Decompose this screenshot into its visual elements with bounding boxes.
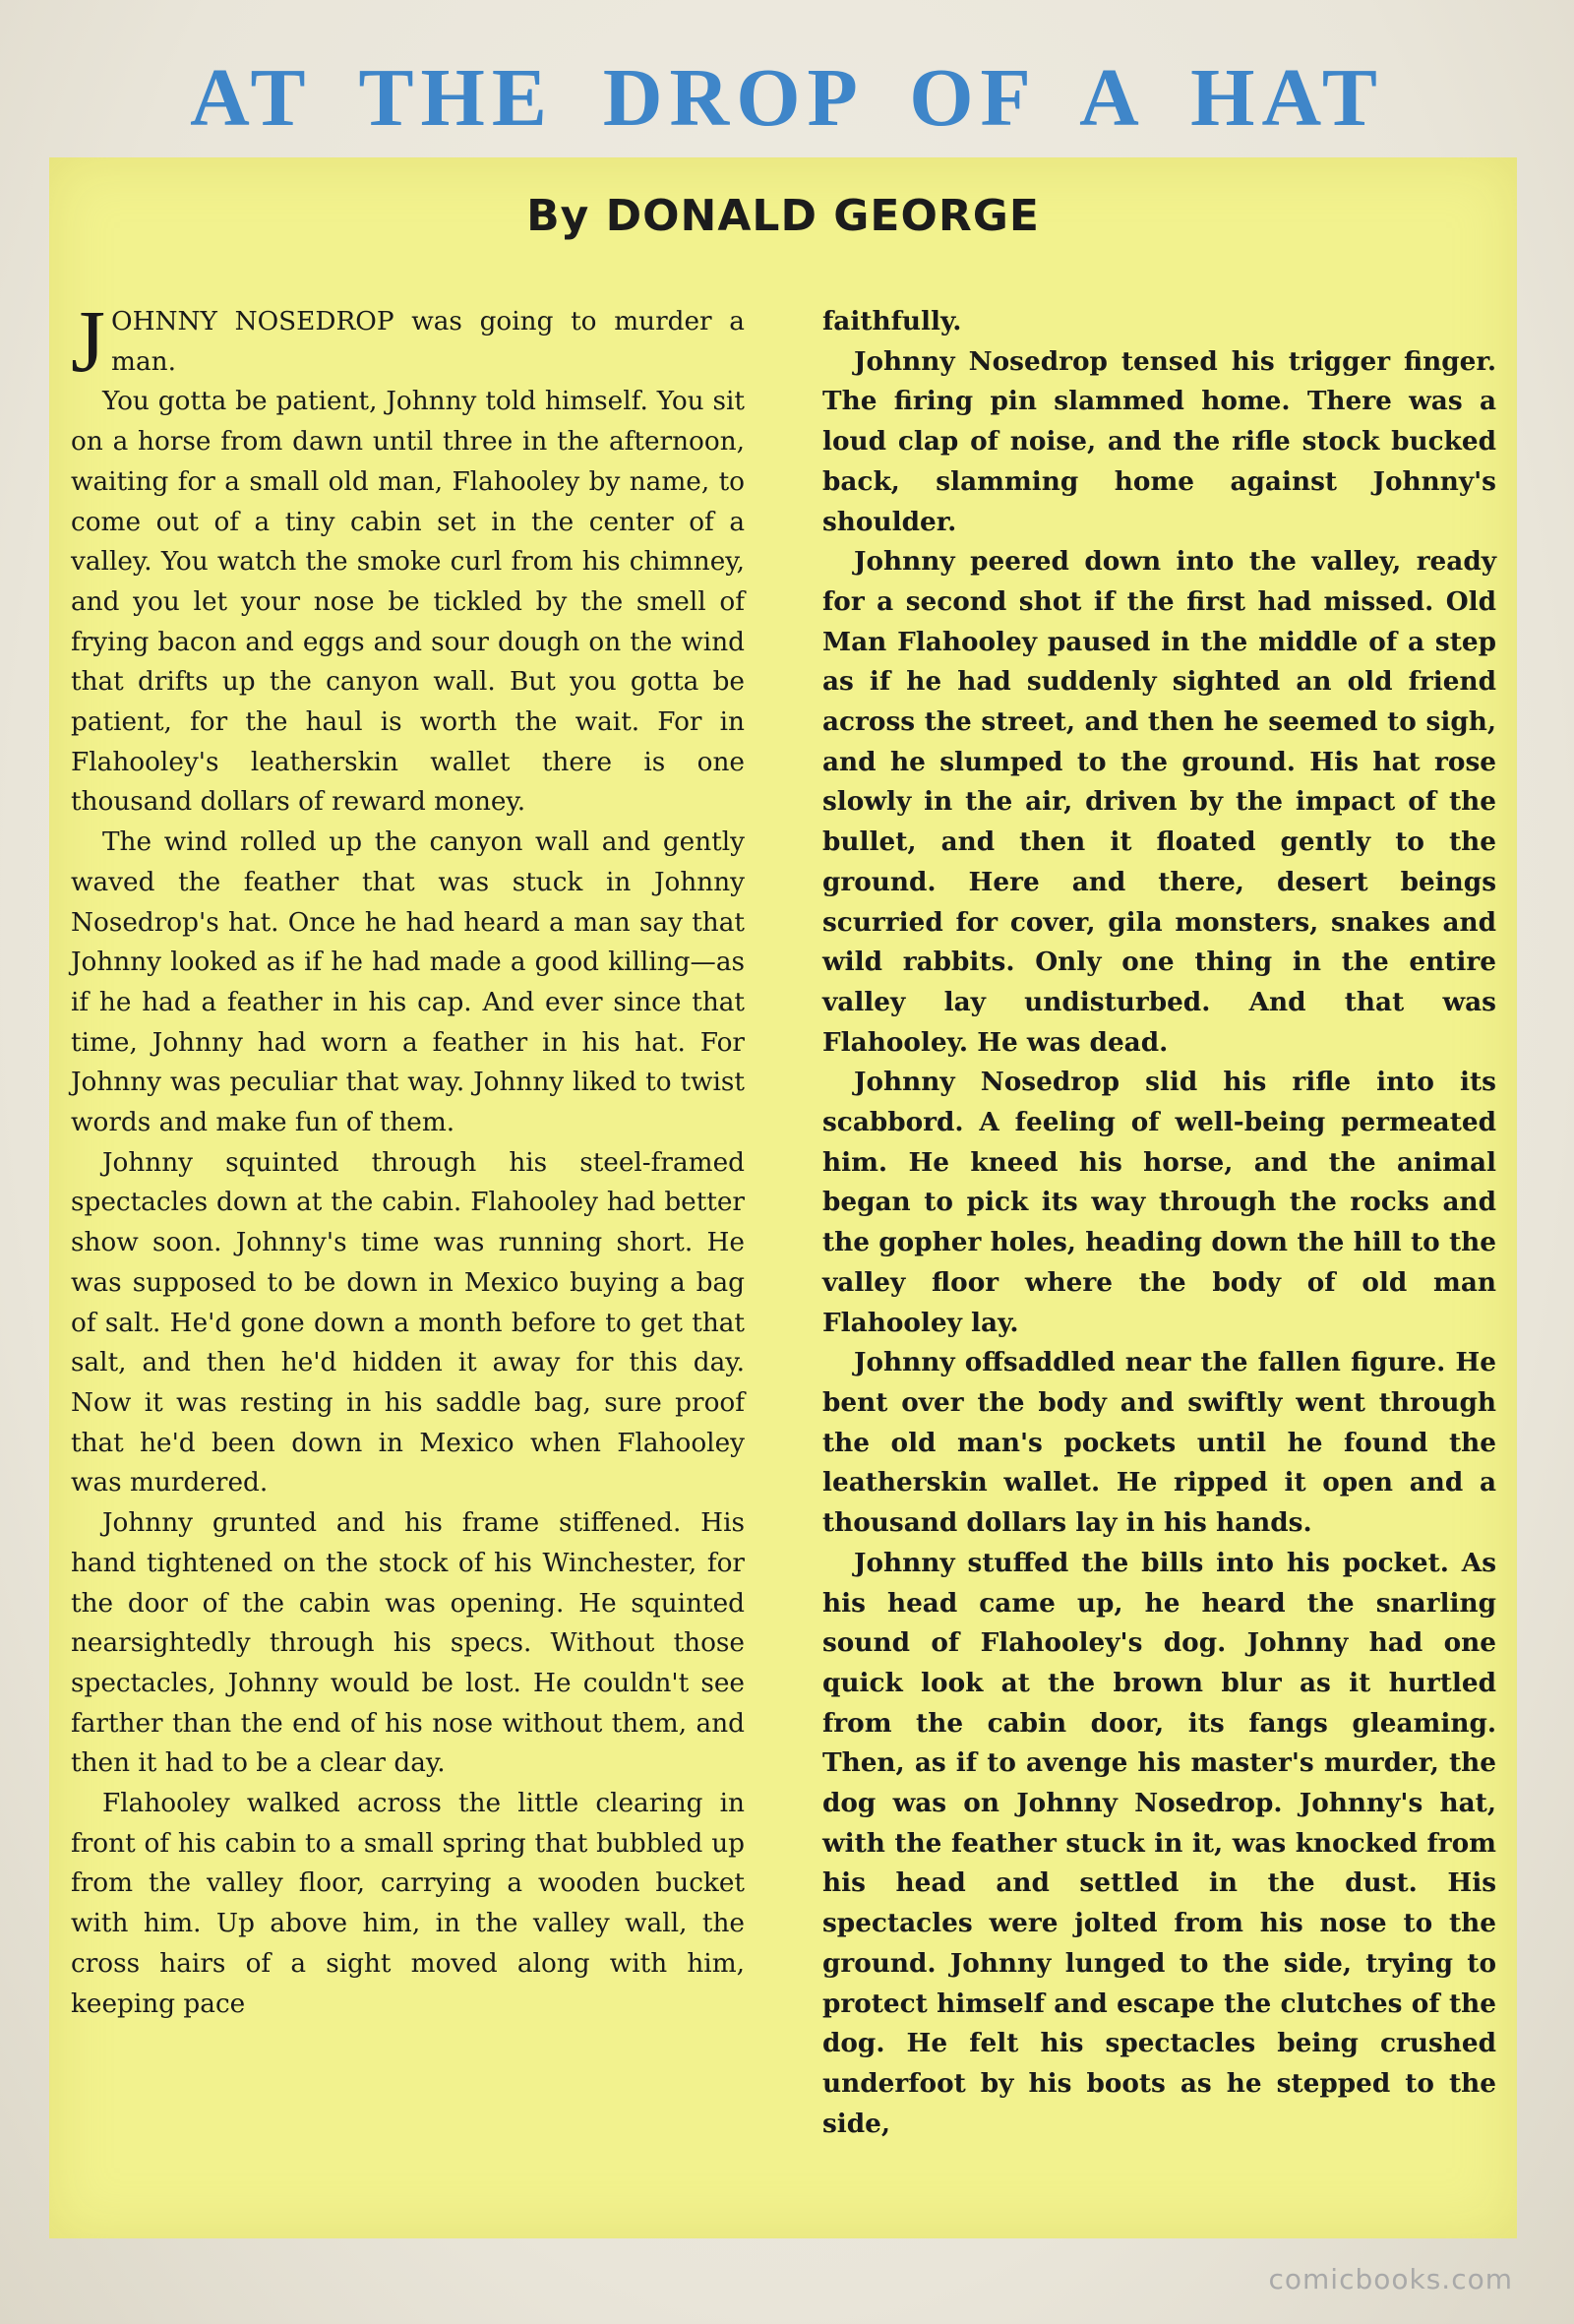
story-title: AT THE DROP OF A HAT [190,52,1384,144]
paragraph: Flahooley walked across the little clearing in front of his cabin to a small spring that bubbled up from the valley floor, carrying a wooden bucket with him. Up above him, in the valley wall, the cross hairs of a sight moved along with him, keeping pace [71,1789,745,2019]
paragraph: The wind rolled up the canyon wall and gently waved the feather that was stuck in Johnny Nosedrop's hat. Once he had heard a man say that Johnny looked as if he had made a good killing—as if he had a feather in his cap. And ever since that time, Johnny had worn a feather in his hat. For Johnny was peculiar that way. Johnny liked to twist words and make fun of them. [71,827,745,1138]
paragraph: Johnny stuffed the bills into his pocket. As his head came up, he heard the snarling sound of Flahooley's dog. Johnny had one quick look at the brown blur as it hurtled from the cabin door, its fangs gleaming. Then, as if to avenge his master's murder, the dog was on Johnny Nosedrop. Johnny's hat, with the feather stuck in it, was knocked from his head and settled in the dust. His spectacles were jolted from his nose to the ground. Johnny lunged to the side, trying to protect himself and escape the clutches of the dog. He felt his spectacles being crushed underfoot by his boots as he stepped to the side, [822,1547,1496,2139]
paragraph: Johnny grunted and his frame stiffened. His hand tightened on the stock of his Winchester, for the door of the cabin was opening. He squinted nearsightedly through his specs. Without those spectacles, Johnny would be lost. He couldn't see farther than the end of his nose without them, and then it had to be a clear day. [71,1508,745,1779]
paragraph: Johnny peered down into the valley, ready for a second shot if the first had missed. Old Man Flahooley paused in the middle of a step as if he had suddenly sighted an old friend across the street, and then he seemed to sigh, and he slumped to the ground. His hat rose slowly in the air, driven by the impact of the bullet, and then it floated gently to the ground. Here and there, desert beings scurried for cover, gila monsters, snakes and wild rabbits. Only one thing in the entire valley lay undisturbed. And that was Flahooley. He was dead. [822,546,1496,1058]
byline: By DONALD GEORGE [526,191,1040,241]
continuation-text: faithfully. [822,306,962,336]
opening-paragraph [71,293,745,391]
paragraph: Johnny squinted through his steel-framed spectacles down at the cabin. Flahooley had better show soon. Johnny's time was running short. He was supposed to be down in Mexico buying a bag of salt. He'd gone down a month before to get that salt, and then he'd hidden it away for this day. Now it was resting in his saddle bag, sure proof that he'd been down in Mexico when Flahooley was murdered. [71,1147,745,1498]
opening-text: OHNNY NOSEDROP was going to murder a man. [111,307,745,377]
right-column [822,302,1496,2144]
paragraph: Johnny offsaddled near the fallen figure. He bent over the body and swiftly went through the old man's pockets until he found the leatherskin wallet. He ripped it open and a thousand dollars lay in his hands. [822,1347,1496,1539]
paragraph: You gotta be patient, Johnny told himself. You sit on a horse from dawn until three in the afternoon, waiting for a small old man, Flahooley by name, to come out of a tiny cabin set in the center of a valley. You watch the smoke curl from his chimney, and you let your nose be tickled by the smell of frying bacon and eggs and sour dough on the wind that drifts up the canyon wall. But you gotta be patient, for the haul is worth the wait. For in Flahooley's leatherskin wallet there is one thousand dollars of reward money. [71,387,745,818]
paragraph: Johnny Nosedrop slid his rifle into its scabbord. A feeling of well-being permeated him. He kneed his horse, and the animal began to pick its way through the rocks and the gopher holes, heading down the hill to the valley floor where the body of old man Flahooley lay. [822,1067,1496,1338]
watermark: comicbooks.com [1268,2263,1513,2295]
left-column [71,293,745,2024]
paragraph: Johnny Nosedrop tensed his trigger finger. The firing pin slammed home. There was a loud clap of noise, and the rifle stock bucked back, slamming home against Johnny's shoulder. [822,345,1496,537]
drop-cap: J [71,293,106,391]
